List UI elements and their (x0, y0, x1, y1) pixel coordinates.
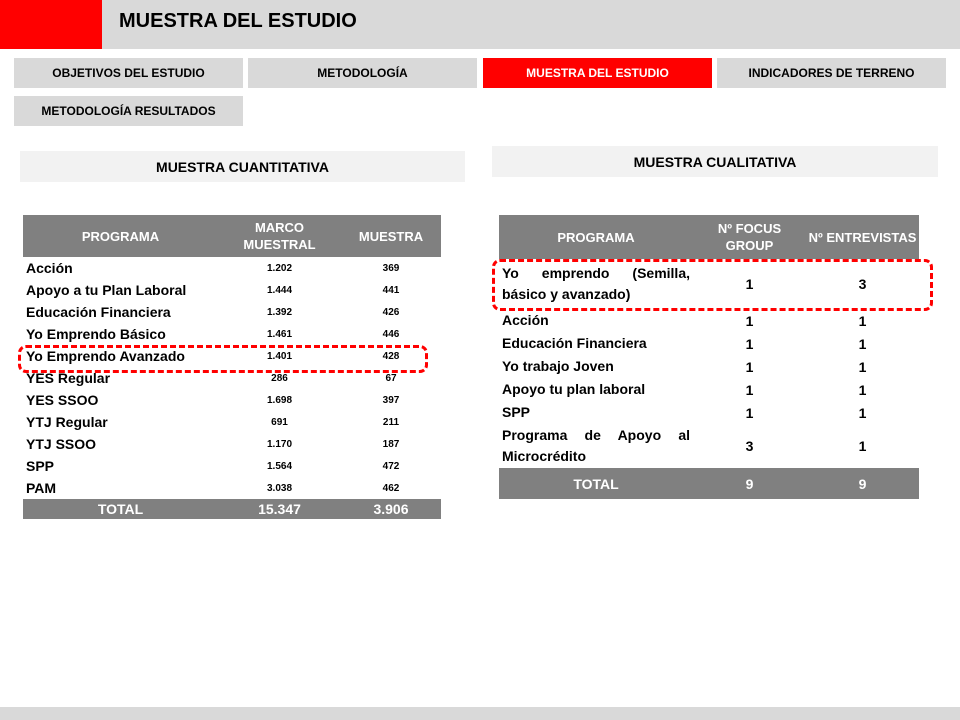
highlight-yo-emprendo (492, 259, 933, 311)
highlight-yo-emprendo-avanzado (18, 345, 428, 373)
row-muestra: 462 (341, 477, 441, 499)
table-row (23, 389, 441, 411)
row-entrevistas: 1 (806, 401, 919, 424)
row-marco: 1.698 (218, 389, 341, 411)
total-focus: 9 (693, 468, 806, 499)
total-marco: 15.347 (218, 499, 341, 519)
row-focus: 1 (693, 309, 806, 332)
qualitative-table (499, 215, 919, 499)
row-muestra: 446 (341, 323, 441, 345)
row-programa: Apoyo tu plan laboral (499, 378, 693, 401)
row-programa: Yo emprendo (Semilla, básico y avanzado) (499, 259, 693, 309)
qualitative-section-title: MUESTRA CUALITATIVA (492, 146, 938, 177)
row-programa: PAM (23, 477, 218, 499)
row-marco: 1.444 (218, 279, 341, 301)
tab-indicadores[interactable]: INDICADORES DE TERRENO (717, 58, 946, 88)
table-row (23, 301, 441, 323)
row-muestra: 369 (341, 257, 441, 279)
table-row (23, 323, 441, 345)
quantitative-section-title: MUESTRA CUANTITATIVA (20, 151, 465, 182)
row-muestra: 441 (341, 279, 441, 301)
row-programa: SPP (499, 401, 693, 424)
column-header-programa: PROGRAMA (499, 215, 693, 259)
tab-objetivos[interactable]: OBJETIVOS DEL ESTUDIO (14, 58, 243, 88)
table-row (499, 378, 919, 401)
row-marco: 1.564 (218, 455, 341, 477)
row-marco: 1.392 (218, 301, 341, 323)
column-header-muestra: MUESTRA (341, 215, 441, 257)
tab-muestra[interactable]: MUESTRA DEL ESTUDIO (483, 58, 712, 88)
row-programa: SPP (23, 455, 218, 477)
header-accent-block (0, 0, 102, 49)
row-programa: Yo Emprendo Avanzado (23, 345, 218, 367)
column-header-entrevistas: Nº ENTREVISTAS (806, 215, 919, 259)
row-marco: 286 (218, 367, 341, 389)
row-entrevistas: 3 (806, 259, 919, 309)
row-entrevistas: 1 (806, 309, 919, 332)
row-muestra: 472 (341, 455, 441, 477)
row-muestra: 426 (341, 301, 441, 323)
row-programa: Apoyo a tu Plan Laboral (23, 279, 218, 301)
row-focus: 3 (693, 424, 806, 468)
table-row (23, 279, 441, 301)
row-programa: Educación Financiera (499, 332, 693, 355)
tab-metodologia-resultados[interactable]: METODOLOGÍA RESULTADOS (14, 96, 243, 126)
table-row (23, 477, 441, 499)
row-programa: YTJ Regular (23, 411, 218, 433)
row-focus: 1 (693, 378, 806, 401)
column-header-programa: PROGRAMA (23, 215, 218, 257)
table-row (499, 355, 919, 378)
row-marco: 691 (218, 411, 341, 433)
tab-metodologia[interactable]: METODOLOGÍA (248, 58, 477, 88)
table-row (499, 332, 919, 355)
row-programa: Educación Financiera (23, 301, 218, 323)
table-row (23, 433, 441, 455)
row-marco: 1.202 (218, 257, 341, 279)
row-programa: YTJ SSOO (23, 433, 218, 455)
row-entrevistas: 1 (806, 332, 919, 355)
row-programa: Yo Emprendo Básico (23, 323, 218, 345)
table-row (23, 411, 441, 433)
row-muestra: 397 (341, 389, 441, 411)
total-label: TOTAL (499, 468, 693, 499)
row-focus: 1 (693, 259, 806, 309)
column-header-marco-muestral: MARCO MUESTRAL (218, 215, 341, 257)
row-marco: 1.461 (218, 323, 341, 345)
row-focus: 1 (693, 332, 806, 355)
row-muestra: 67 (341, 367, 441, 389)
row-entrevistas: 1 (806, 378, 919, 401)
column-header-focus-group: Nº FOCUS GROUP (693, 215, 806, 259)
row-muestra: 428 (341, 345, 441, 367)
page-title: MUESTRA DEL ESTUDIO (119, 10, 357, 32)
total-row (23, 499, 441, 519)
table-row (23, 257, 441, 279)
row-programa: Yo trabajo Joven (499, 355, 693, 378)
total-label: TOTAL (23, 499, 218, 519)
row-entrevistas: 1 (806, 424, 919, 468)
footer-bar (0, 707, 960, 720)
total-entrevistas: 9 (806, 468, 919, 499)
row-muestra: 187 (341, 433, 441, 455)
row-marco: 1.170 (218, 433, 341, 455)
table-row (499, 424, 919, 468)
row-programa: Programa de Apoyo al Microcrédito (499, 424, 693, 468)
row-focus: 1 (693, 401, 806, 424)
row-programa: YES Regular (23, 367, 218, 389)
row-entrevistas: 1 (806, 355, 919, 378)
total-muestra: 3.906 (341, 499, 441, 519)
row-programa: Acción (23, 257, 218, 279)
table-row (23, 455, 441, 477)
row-programa: Acción (499, 309, 693, 332)
row-focus: 1 (693, 355, 806, 378)
row-programa: YES SSOO (23, 389, 218, 411)
row-marco: 3.038 (218, 477, 341, 499)
table-row (499, 309, 919, 332)
total-row (499, 468, 919, 499)
row-muestra: 211 (341, 411, 441, 433)
row-marco: 1.401 (218, 345, 341, 367)
table-row (499, 401, 919, 424)
